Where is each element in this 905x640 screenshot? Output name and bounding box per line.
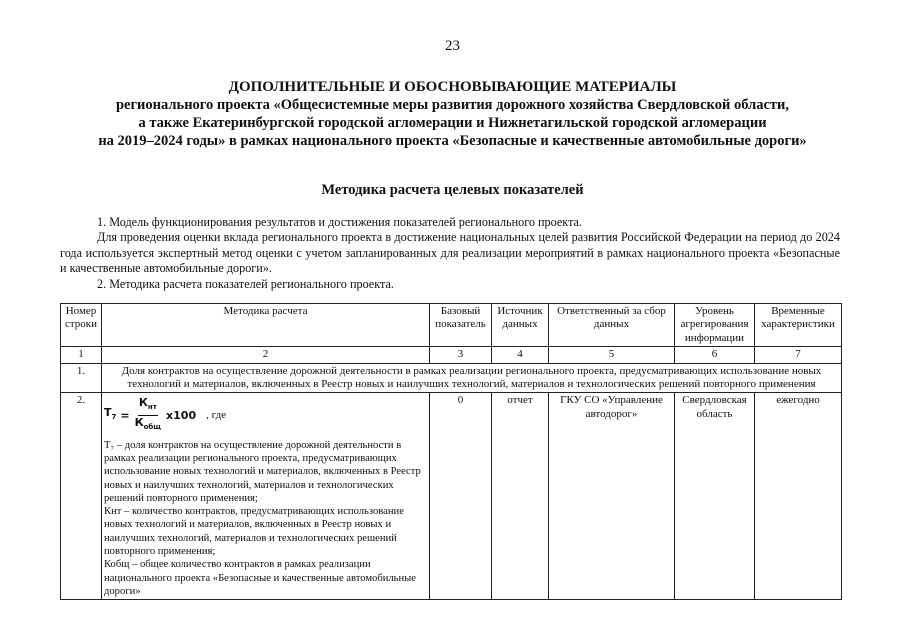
formula-factor: х100 [166, 408, 197, 422]
col-number: 7 [755, 347, 842, 363]
col-number: 3 [430, 347, 492, 363]
header-time: Временные характеристики [755, 304, 842, 347]
col-number: 4 [492, 347, 549, 363]
row-number: 2. [61, 393, 102, 600]
section-title: Методика расчета целевых показателей [321, 182, 584, 198]
data-source: отчет [492, 393, 549, 600]
col-number: 5 [549, 347, 675, 363]
header-source: Источник данных [492, 304, 549, 347]
body-text [60, 215, 840, 292]
header-level: Уровень агрегирования информации [675, 304, 755, 347]
table-row [61, 393, 842, 600]
header-line-2: а также Екатеринбургской городской агломерации и Нижнетагильской городской агломерации [138, 115, 767, 131]
row-number: 1. [61, 363, 102, 393]
base-value: 0 [430, 393, 492, 600]
time-frequency: ежегодно [755, 393, 842, 600]
header-row-number: Номер строки [61, 304, 102, 347]
page-number: 23 [445, 38, 460, 54]
col-number: 2 [102, 347, 430, 363]
table-row [61, 363, 842, 393]
indicators-table [60, 303, 842, 600]
paragraph-1: 1. Модель функционирования результатов и достижения показателей регионального проекта. [97, 215, 582, 229]
paragraph-2: Для проведения оценки вклада регионального проекта в достижение национальных целей развития Российской Федерации на период до 2024 года используется экспертный метод оценки с учетом запланированных для реализации мероприятий в рамках национального проекта «Безопасные и качественные автомобильные дороги». [60, 230, 840, 276]
header-method: Методика расчета [102, 304, 430, 347]
column-number-row [61, 347, 842, 363]
description-kobsch: Кобщ – общее количество контрактов в рамках реализации национального проекта «Безопасные и качественные автомобильные дороги» [104, 559, 416, 597]
method-description [104, 439, 427, 599]
responsible-org: ГКУ СО «Управление автодорог» [549, 393, 675, 600]
indicator-title: Доля контрактов на осуществление дорожной деятельности в рамках реализации регионального проекта, предусматривающих использование новых технологий и материалов, включенных в Реестр новых и наилучших технологий, материалов и технологических решений повторного применения [102, 363, 842, 393]
aggregation-level: Свердловская область [675, 393, 755, 600]
description-t7: Т₇ – доля контрактов на осуществление дорожной деятельности в рамках реализации регионального проекта, предусматривающих использование новых технологий и материалов, включенных в Реестр новых и наилучших технологий, материалов и технологических решений повторного применения; [104, 439, 421, 504]
header-line-3: на 2019–2024 годы» в рамках национального проекта «Безопасные и качественные автомобильные дороги» [98, 133, 807, 149]
document-title: ДОПОЛНИТЕЛЬНЫЕ И ОБОСНОВЫВАЮЩИЕ МАТЕРИАЛЫ [228, 79, 677, 95]
paragraph-3: 2. Методика расчета показателей регионального проекта. [97, 276, 394, 291]
formula: $Т_7$ = $\frac{К_{нт}}{К_{общ}}$ х100 , где [104, 396, 427, 434]
method-cell [102, 393, 430, 600]
header-responsible: Ответственный за сбор данных [549, 304, 675, 347]
header-base: Базовый показатель [430, 304, 492, 347]
table-header-row [61, 304, 842, 347]
col-number: 6 [675, 347, 755, 363]
formula-lhs: $Т_7$ [104, 406, 117, 422]
header-line-1: регионального проекта «Общесистемные меры развития дорожного хозяйства Свердловской области, [115, 97, 790, 113]
document-header [40, 78, 865, 150]
description-knt: Кнт – количество контрактов, предусматривающих использование новых технологий и материалов, включенных в Реестр новых и наилучших технологий, материалов и технологических решений повторного применения; [104, 506, 404, 557]
formula-fraction: $\frac{К_{нт}}{К_{общ}}$ [134, 396, 162, 432]
formula-tail: , где [206, 408, 227, 421]
col-number: 1 [61, 347, 102, 363]
